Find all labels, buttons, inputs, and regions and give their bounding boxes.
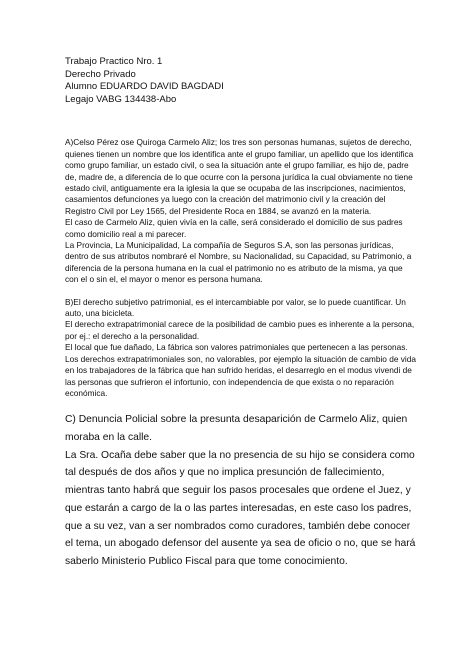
section-spacer	[65, 286, 418, 297]
section-c	[65, 411, 418, 570]
section-a	[65, 137, 418, 285]
paragraph: Los derechos extrapatrimoniales son, no valorables, por ejemplo la situación de cambio de vida en los trabajadores de la fábrica que han sufrido heridas, el desarreglo en el modus vivendi de las personas que sufrieron el infortunio, con independencia de que exista o no reparación económica.	[65, 353, 416, 398]
paragraph: B)El derecho subjetivo patrimonial, es el intercambiable por valor, se lo puede cuantificar. Un auto, una bicicleta.	[65, 296, 406, 319]
paragraph: A)Celso Pérez ose Quiroga Carmelo Aliz; los tres son personas humanas, sujetos de derecho, quienes tienen un nombre que los identifica ante el grupo familiar, un apellido que los identifica como grupo familiar, un estado civil, o sea la situación ante el grupo familiar, es hijo de, padre de, madre de, a diferencia de lo que ocurre con la persona jurídica la cual obviamente no tiene estado civil, antiguamente era la iglesia la que se ocupaba de las inscripciones, nacimientos, casamientos defunciones ya luego con la creación del matrimonio civil y la creación del Registro Civil por Ley 1565, del Presidente Roca en 1884, se avanzó en la materia.	[65, 137, 414, 216]
document-header	[65, 56, 418, 106]
paragraph: El derecho extrapatrimonial carece de la posibilidad de cambio pues es inherente a la persona, por ej.: el derecho a la personalidad.	[65, 319, 415, 341]
paragraph: C) Denuncia Policial sobre la presunta desaparición de Carmelo Aliz, quien moraba en la calle.	[65, 414, 408, 444]
header-file-number: Legajo VABG 134438-Abo	[65, 93, 177, 105]
document-body	[65, 137, 418, 399]
paragraph: La Provincia, La Municipalidad, La compañía de Seguros S.A, son las personas jurídicas, dentro de sus atributos nombraré el Nombre, su Nacionalidad, su Capacidad, su Patrimonio, a diferencia de la persona humana en la cual el patrimonio no es atributo de la misma, ya que con el o sin el, el mayor o menor es persona humana.	[65, 240, 412, 285]
paragraph: El local que fue dañado, La fábrica son valores patrimoniales que pertenecen a las personas.	[65, 342, 408, 353]
paragraph: La Sra. Ocaña debe saber que la no presencia de su hijo se considera como tal después de dos años y que no implica presunción de fallecimiento, mientras tanto habrá que seguir los pasos procesales que ordene el Juez, y que estarán a cargo de la o las partes interesadas, en este caso los padres, que a su vez, van a ser nombrados como curadores, también debe conocer el tema, un abogado defensor del ausente ya sea de oficio o no, que se hará saberlo Ministerio Publico Fiscal para que tome conocimiento.	[65, 449, 416, 567]
header-subject: Derecho Privado	[65, 68, 136, 80]
header-title: Trabajo Practico Nro. 1	[65, 56, 163, 67]
section-b	[65, 297, 418, 400]
header-student: Alumno EDUARDO DAVID BAGDADI	[65, 81, 224, 93]
paragraph: El caso de Carmelo Aliz, quien vivía en la calle, será considerado el domicilio de sus padres como domicilio real a mi parecer.	[65, 217, 403, 239]
